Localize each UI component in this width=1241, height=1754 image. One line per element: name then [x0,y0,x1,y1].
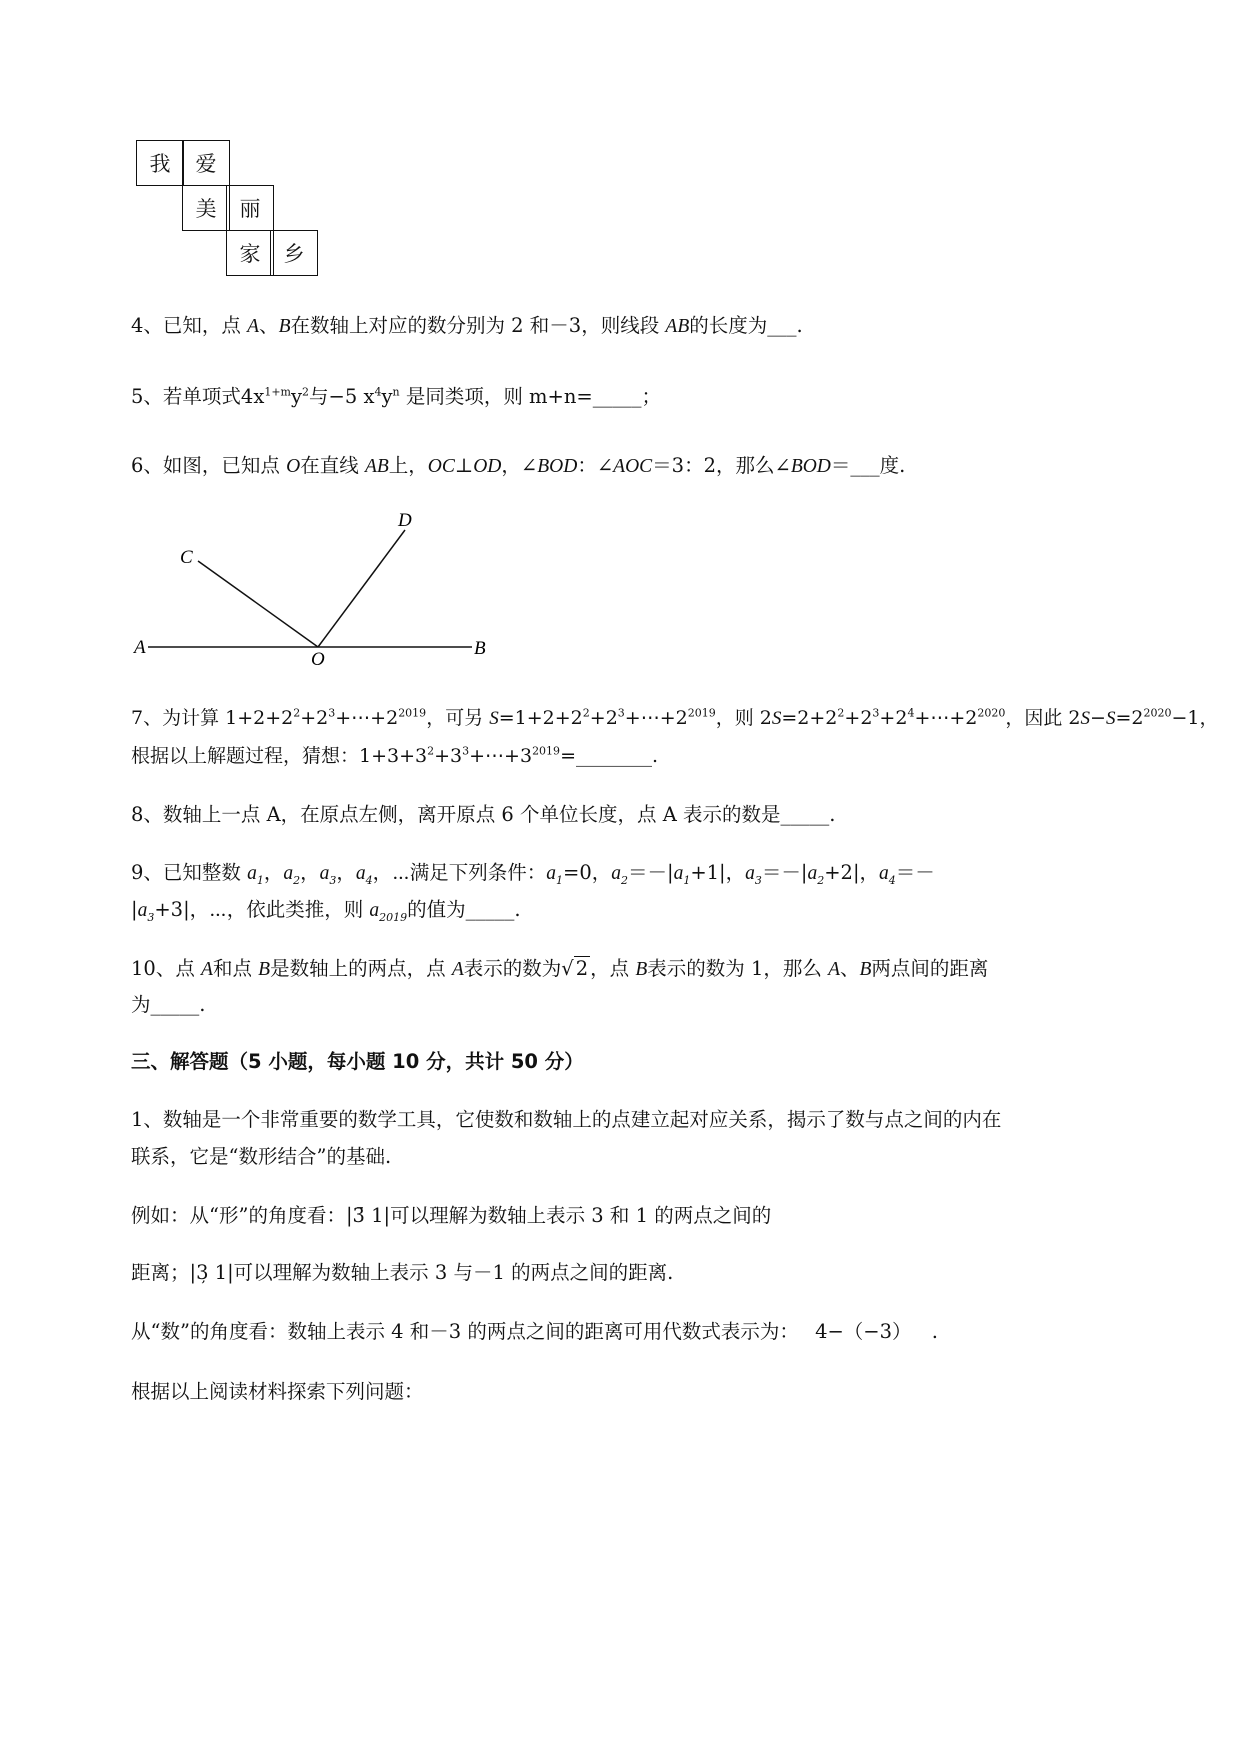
net-cell-2: 爱 [182,140,230,186]
ray-od [318,530,405,647]
s1-line-4: 距离；|3̦ 1|可以理解为数轴上表示 3 与－1 的两点之间的距离. [131,1261,674,1284]
question-6: 6、如图，已知点 O在直线 AB上，OC⊥OD，∠BOD：∠AOC＝3：2，那么∠BOD＝___度. [131,454,906,477]
s1-line-6: 根据以上阅读材料探索下列问题： [131,1380,424,1403]
label-c: C [180,547,193,568]
q4-text-mid: 在数轴上对应的数分别为 2 和－3，则线段 [290,314,660,337]
question-10-line-2: 为_____. [131,993,206,1016]
q5-text-mid: 与 [309,385,329,408]
label-d: D [398,510,412,531]
question-4 [131,310,803,338]
q5-term-1: $4x^{1+m}y^2$ [240,385,310,408]
question-8: 8、数轴上一点 A，在原点左侧，离开原点 6 个单位长度，点 A 表示的数是_____. [131,803,836,826]
question-9-line-2: $|a_3+3|$，⋯，依此类推，则 $a_{2019}$的值为_____. [131,898,521,924]
q5-term-2: −5 $x^4y^n$ [328,385,400,408]
net-cell-3: 美 [182,185,230,231]
q5-text: 5、若单项式 [131,385,241,408]
q4-point-a: A [247,316,260,337]
question-10-line-1: 10、点 A和点 B是数轴上的两点，点 A表示的数为√ 2 ，点 B表示的数为 1，那么 A、B两点间的距离 [131,957,989,980]
net-cell-4: 丽 [226,185,274,231]
sqrt-expression: √ 2 [561,957,589,980]
net-cell-5: 家 [226,230,274,276]
label-a: A [134,637,146,658]
q4-sep: 、 [259,314,279,337]
q4-segment-ab: AB [665,316,690,337]
q4-text: 4、已知，点 [131,314,241,337]
q4-point-b: B [278,316,291,337]
label-b: B [474,638,486,659]
section-3-heading: 三、解答题（5 小题，每小题 10 分，共计 50 分） [131,1050,584,1073]
question-5 [131,381,661,409]
net-cell-1: 我 [136,140,184,186]
angle-figure [130,505,530,675]
label-o: O [311,649,325,670]
q5-text-tail: 是同类项，则 m+n=_____； [405,385,661,408]
s1-line-3: 例如：从“形”的角度看：|3̄ 1|可以理解为数轴上表示 3 和 1 的两点之间的 [131,1204,772,1227]
question-7-line-2: 根据以上解题过程，猜想：$1+3+3^2+3^3+\cdots+3^{2019}=\_\_\_\_\_\_\_\_$. [131,744,659,767]
s1-line-5: 从“数”的角度看：数轴上表示 4 和－3 的两点之间的距离可用代数式表示为： 4−（−3） . [131,1320,938,1343]
s1-line-1: 1、数轴是一个非常重要的数学工具，它使数和数轴上的点建立起对应关系，揭示了数与点之间的内在 [131,1108,1002,1131]
question-9-line-1: 9、已知整数 $a_1$，$a_2$，$a_3$，$a_4$，⋯满足下列条件：$a_1=0$，$a_2=-|a_1+1|$，$a_3=-|a_2+2|$，$a_4=-$ [131,861,935,887]
s1-line-2: 联系，它是“数形结合”的基础. [131,1145,392,1168]
net-cell-6: 乡 [270,230,318,276]
q4-text-tail: 的长度为___. [689,314,803,337]
question-7-line-1: 7、为计算 $1+2+2^2+2^3+\cdots+2^{2019}$，可另 $S=1+2+2^2+2^3+\cdots+2^{2019}$，则 $2S=2+2^2+2^3+2^4+\cdots+2^{2020}$，因此 $2S-S=2^{2020}-1$， [131,706,1219,729]
ray-oc [198,561,318,647]
